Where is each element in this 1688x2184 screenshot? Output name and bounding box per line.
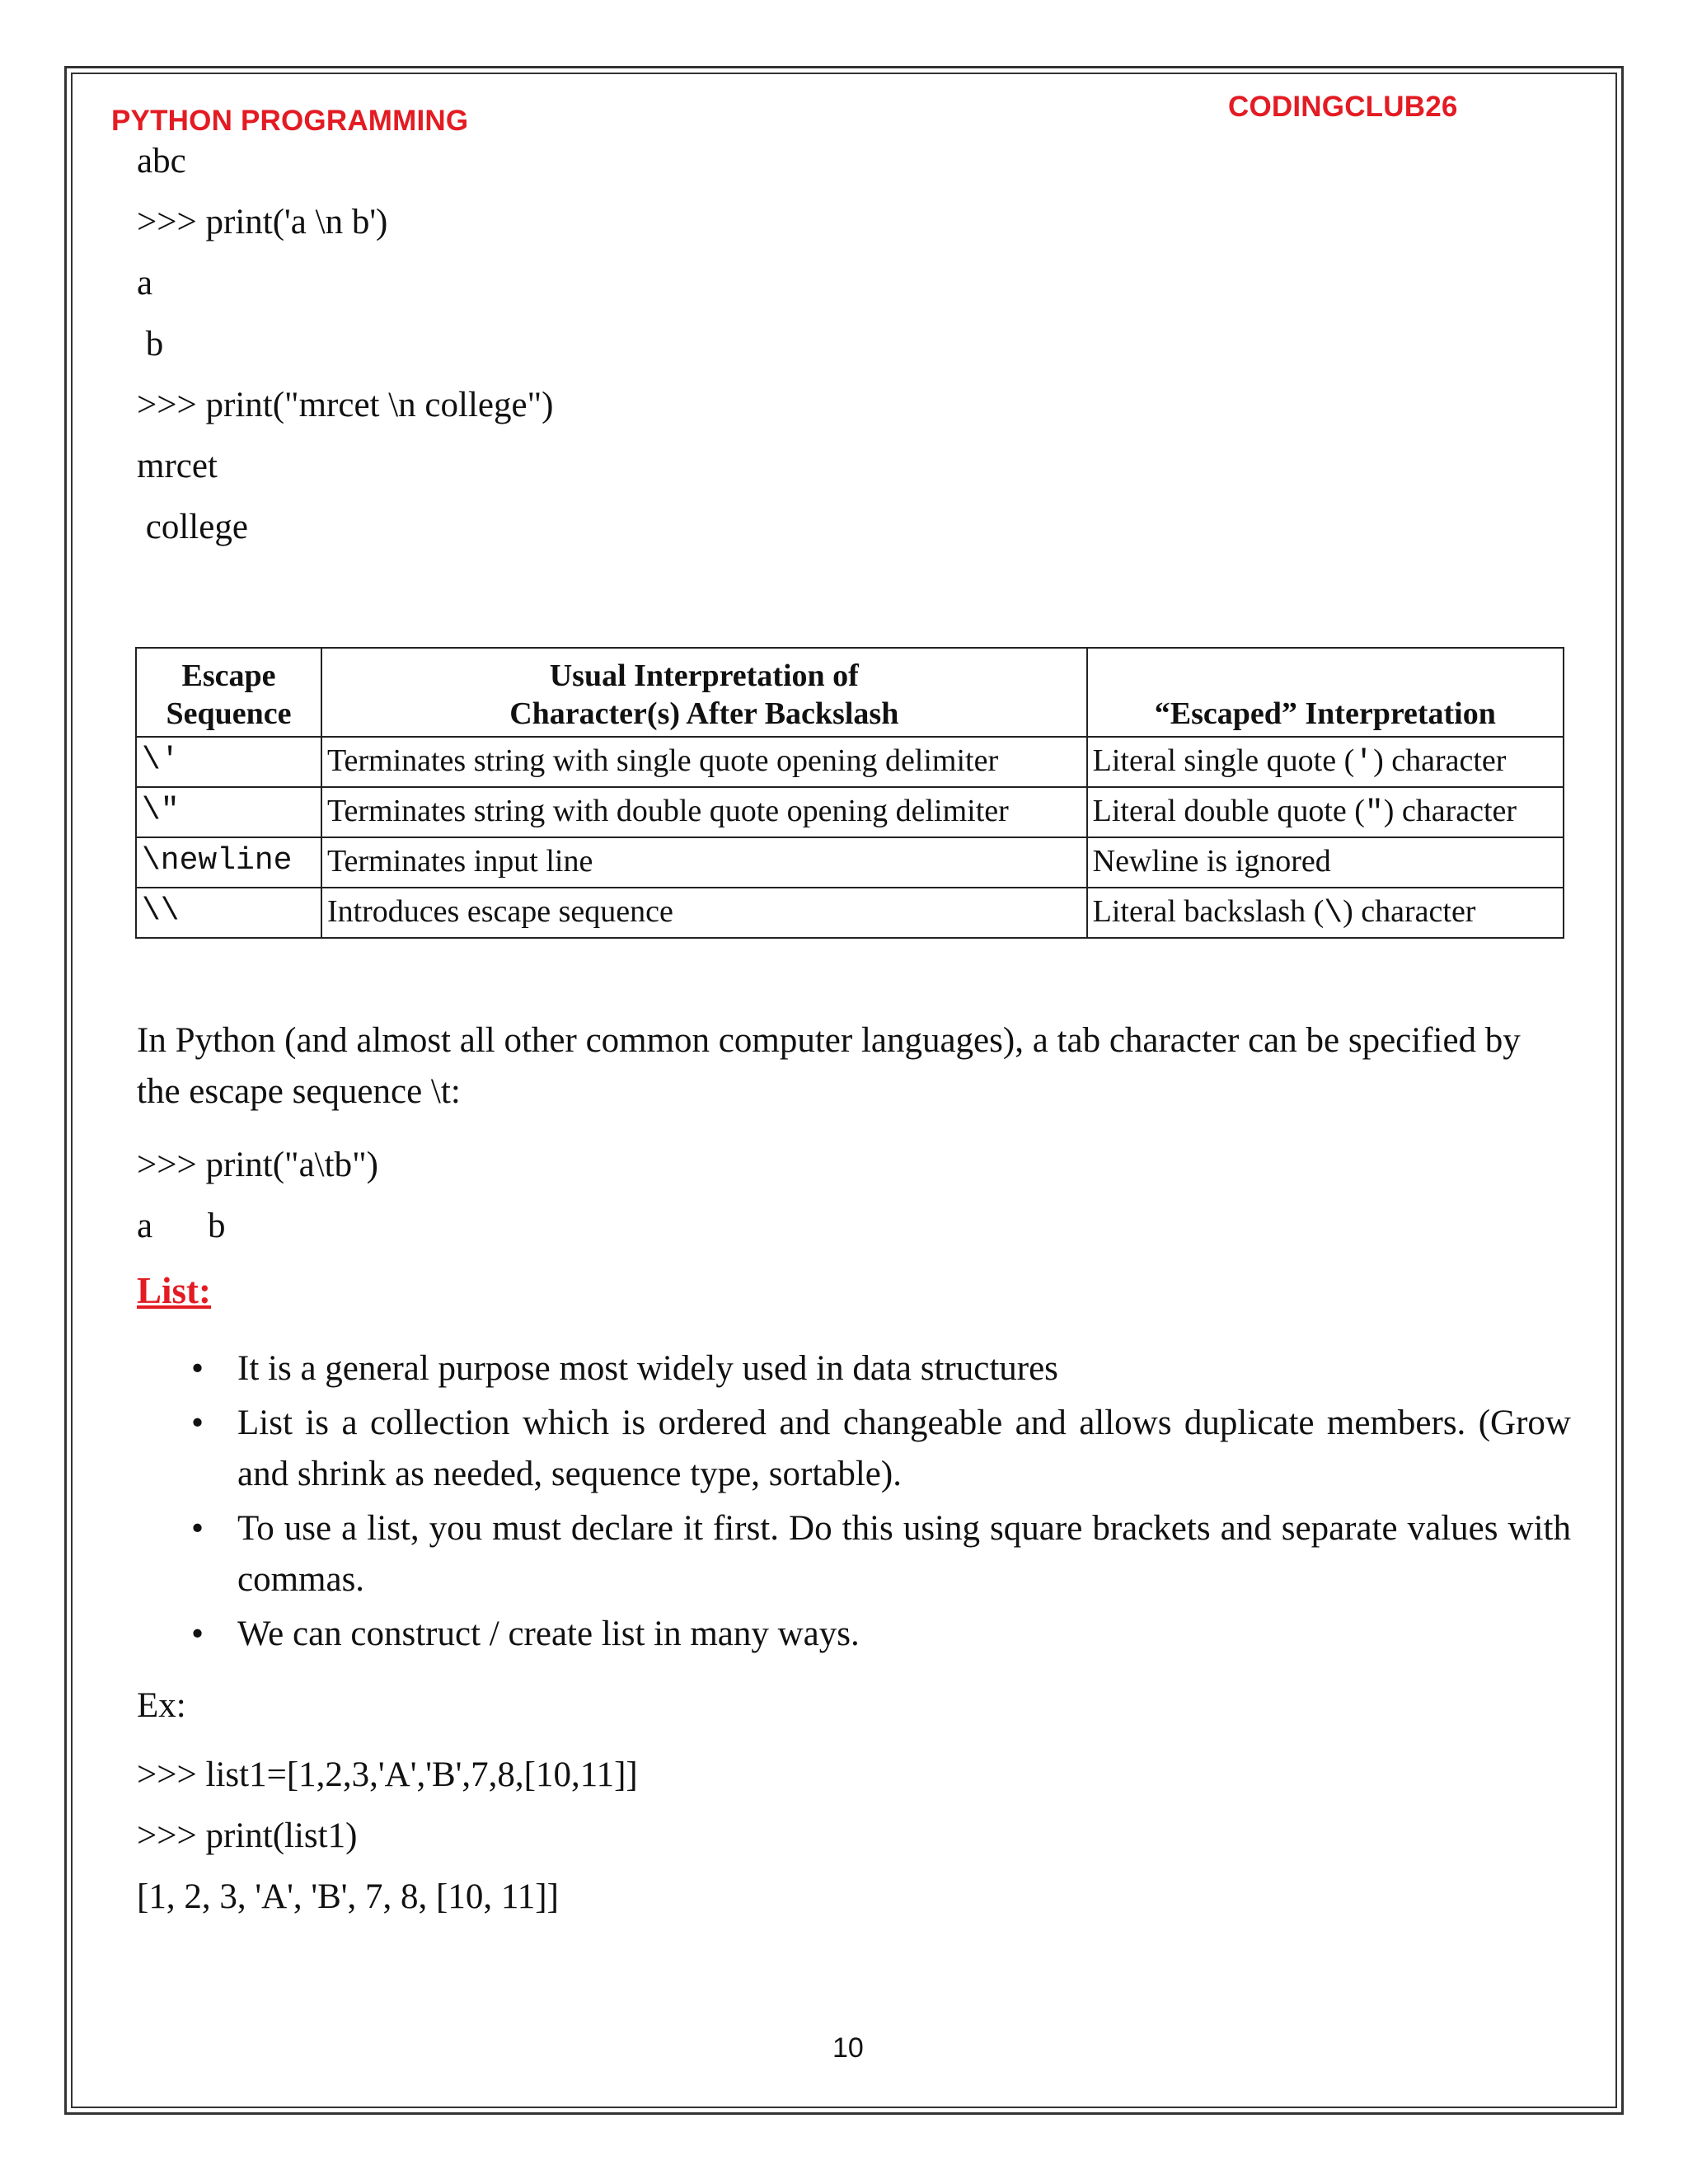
code-line: mrcet [137, 447, 218, 485]
cell-code: ' [1354, 745, 1374, 780]
escaped-interpretation-cell [1087, 888, 1564, 938]
code-line: >>> print(list1) [137, 1816, 358, 1855]
list-item-text: To use a list, you must declare it first. Do this using square brackets and separate values with commas. [237, 1509, 1571, 1599]
list-item [137, 1503, 1571, 1605]
code-line: >>> print('a \n b') [137, 203, 388, 241]
escape-sequence-cell: \newline [136, 837, 321, 888]
bullet-icon: • [191, 1615, 204, 1653]
list-item [137, 1398, 1571, 1500]
usual-interpretation-cell: Terminates string with single quote opening delimiter [321, 737, 1087, 787]
table-row [136, 737, 1564, 787]
escape-sequence-cell: \\ [136, 888, 321, 938]
table-row [136, 888, 1564, 938]
table-header-escape-sequence [136, 648, 321, 737]
code-line: >>> print("a\tb") [137, 1146, 378, 1184]
table-row [136, 837, 1564, 888]
code-line: >>> print("mrcet \n college") [137, 386, 554, 424]
header-left-title: PYTHON PROGRAMMING [111, 105, 469, 137]
code-line: abc [137, 142, 186, 180]
example-label: Ex: [137, 1686, 186, 1725]
escaped-interpretation-cell [1087, 737, 1564, 787]
escaped-interpretation-cell [1087, 837, 1564, 888]
cell-text: Newline is ignored [1092, 844, 1331, 879]
usual-interpretation-cell: Introduces escape sequence [321, 888, 1087, 938]
header-text: Character(s) After Backslash [509, 696, 899, 731]
cell-text: ) character [1383, 794, 1517, 828]
header-right-title: CODINGCLUB26 [1228, 91, 1458, 123]
code-line: college [137, 508, 248, 546]
header-text: Sequence [166, 696, 292, 731]
list-item [137, 1609, 1571, 1660]
code-output-line: [1, 2, 3, 'A', 'B', 7, 8, [10, 11]] [137, 1877, 559, 1916]
cell-text: ) character [1343, 894, 1476, 929]
list-item-text: List is a collection which is ordered and changeable and allows duplicate members. (Grow and shrink as needed, sequence type, sortable). [237, 1404, 1571, 1493]
usual-interpretation-cell: Terminates string with double quote opening delimiter [321, 787, 1087, 837]
list-bullets [137, 1343, 1571, 1663]
code-line: >>> list1=[1,2,3,'A','B',7,8,[10,11]] [137, 1755, 638, 1794]
cell-text: ) character [1373, 743, 1507, 778]
escape-sequence-cell: \' [136, 737, 321, 787]
table-header-usual-interpretation [321, 648, 1087, 737]
escape-sequence-cell: \" [136, 787, 321, 837]
table-header-row [136, 648, 1564, 737]
cell-code: \ [1324, 896, 1343, 931]
tab-character-paragraph: In Python (and almost all other common computer languages), a tab character can be specified by the escape sequence \t: [137, 1021, 1521, 1111]
cell-code: " [1364, 795, 1384, 831]
list-section-heading: List: [137, 1270, 211, 1311]
bullet-icon: • [191, 1404, 204, 1442]
code-line: a [137, 264, 153, 302]
table-header-escaped-interpretation [1087, 648, 1564, 737]
table-row [136, 787, 1564, 837]
code-line: b [137, 325, 164, 363]
code-output-line: a b [137, 1207, 226, 1245]
cell-text: Literal double quote ( [1092, 794, 1365, 828]
escape-sequence-table [135, 647, 1564, 939]
list-item-text: We can construct / create list in many ways. [237, 1615, 860, 1653]
escaped-interpretation-cell [1087, 787, 1564, 837]
cell-text: Literal backslash ( [1092, 894, 1325, 929]
list-item [137, 1343, 1571, 1394]
header-text: Usual Interpretation of [549, 658, 859, 693]
bullet-icon: • [191, 1349, 204, 1388]
list-item-text: It is a general purpose most widely used in data structures [237, 1349, 1058, 1388]
cell-text: Literal single quote ( [1092, 743, 1355, 778]
header-text: “Escaped” Interpretation [1154, 696, 1496, 731]
bullet-icon: • [191, 1509, 204, 1548]
page-number: 10 [832, 2032, 864, 2064]
usual-interpretation-cell: Terminates input line [321, 837, 1087, 888]
header-text: Escape [181, 658, 276, 693]
